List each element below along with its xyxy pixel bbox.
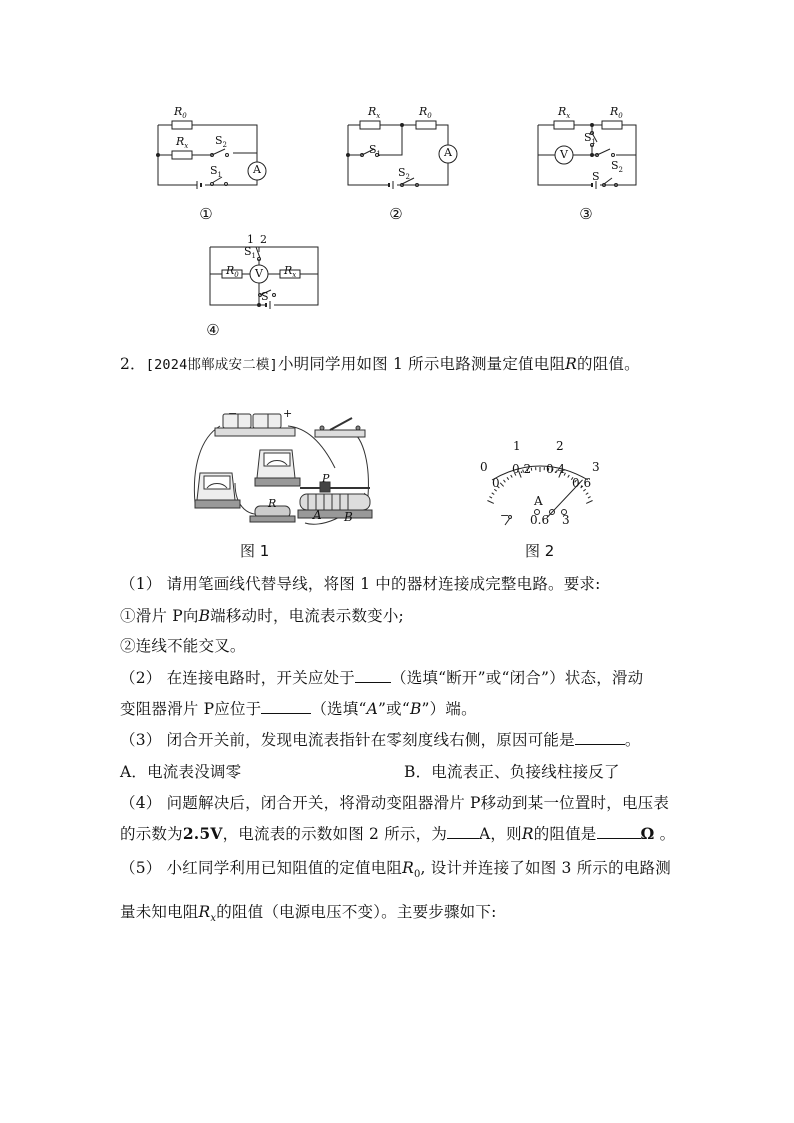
circuit-3-rx-label: $R_x$ [558, 105, 571, 121]
circuit-4-voltmeter-label: V [255, 267, 263, 280]
part-2-line-1: （2） 在连接电路时，开关应处于 （选填“断开”或“闭合”）状态，滑动 [120, 669, 644, 687]
dial-top-tick-3: 3 [592, 460, 600, 474]
part-1-text: （1） 请用笔画线代替导线，将图 1 中的器材连接成完整电路。要求: [120, 575, 601, 593]
circuit-1-ammeter-label: A [253, 163, 261, 176]
dial-bottom-tick-1: 0.2 [512, 462, 532, 476]
circuit-4-s1-label: $S_1$ [244, 245, 257, 261]
circuit-2-s2-label: $S_2$ [398, 166, 411, 182]
dial-bottom-tick-0: 0 [492, 476, 500, 490]
part-5-line-1: （5） 小红同学利用已知阻值的定值电阻$R_0$, 设计并连接了如图 3 所示的电路测 [120, 859, 671, 881]
figure-1-label-b: B [344, 510, 353, 524]
part-1-requirement-1: ①滑片 P向B端移动时，电流表示数变小; [120, 607, 404, 625]
figure-1-label-r: R [268, 497, 277, 510]
figure-1-label-a: A [313, 508, 322, 522]
part-2-line-2: 变阻器滑片 P应位于 （选填“A”或“B”）端。 [120, 700, 477, 718]
dial-tick [588, 497, 591, 498]
dial-tick [568, 475, 570, 478]
dial-tick [586, 493, 588, 495]
part-4-resistance-blank[interactable] [597, 824, 641, 839]
dial-top-tick-2: 2 [556, 439, 564, 453]
circuit-2-r0-label: $R_0$ [419, 105, 432, 121]
circuit-4-r0-label: $R_0$ [226, 264, 239, 280]
part-2-answer-blank-1[interactable] [355, 668, 391, 683]
circuit-4-rx-label: $R_x$ [284, 264, 297, 280]
circuit-3-voltmeter-label: V [560, 148, 568, 161]
dial-terminal-minus: − [500, 509, 510, 522]
dial-tick [503, 480, 505, 482]
part-3-option-b: B．电流表正、负接线柱接反了 [404, 763, 620, 781]
dial-terminal-06: 0.6 [530, 513, 550, 527]
dial-bottom-tick-3: 0.6 [572, 476, 592, 490]
dial-bottom-tick-2: 0.4 [546, 462, 566, 476]
circuit-2-caption: ② [389, 205, 403, 223]
part-4-line-2: 的示数为2.5V，电流表的示数如图 2 所示，为 A，则R的阻值是 Ω 。 [120, 824, 676, 843]
dial-top-tick-1: 1 [513, 439, 521, 453]
circuit-4-caption: ④ [206, 321, 220, 339]
dial-tick [500, 483, 503, 487]
circuit-1-s2-label: $S_2$ [215, 134, 228, 150]
part-2-answer-blank-2[interactable] [261, 699, 311, 714]
figure-1-caption: 图 1 [240, 542, 270, 560]
circuit-3-s1-label: $S_1$ [584, 131, 597, 147]
circuit-3-caption: ③ [579, 205, 593, 223]
figure-2-caption: 图 2 [525, 542, 555, 560]
part-5-line-2: 量未知电阻$R_x$的阻值（电源电压不变）。主要步骤如下: [120, 903, 497, 925]
dial-unit-label: A [534, 494, 543, 508]
question-number: 2． [120, 355, 146, 373]
dial-terminal-3: 3 [562, 513, 570, 527]
circuit-1-caption: ① [199, 205, 213, 223]
circuit-2-s1-label: $S_1$ [369, 143, 382, 159]
part-3-line: （3） 闭合开关前，发现电流表指针在零刻度线右侧，原因可能是 。 [120, 731, 641, 749]
figure-1-battery-minus: − [228, 407, 238, 420]
figure-1-battery-plus: + [283, 407, 293, 420]
dial-top-tick-0: 0 [480, 460, 488, 474]
circuit-4-pos1-label: 1 [247, 233, 254, 246]
circuit-4-pos2-label: 2 [260, 233, 267, 246]
part-3-option-a: A．电流表没调零 [120, 763, 242, 781]
question-stem: 2．[2024邯郸成安二模]小明同学用如图 1 所示电路测量定值电阻R的阻值。 [120, 355, 640, 373]
circuit-3-r0-label: $R_0$ [610, 105, 623, 121]
circuit-1-r0-label: $R_0$ [174, 105, 187, 121]
circuit-4-s-label: S [261, 290, 269, 303]
circuit-2-ammeter-label: A [444, 146, 452, 159]
circuit-1-rx-label: $R_x$ [176, 135, 189, 151]
dial-tick [492, 493, 494, 495]
circuit-1-s1-label: $S_1$ [210, 164, 223, 180]
dial-tick [489, 497, 492, 498]
figure-1-label-p: P [322, 472, 330, 485]
figure-1-apparatus [190, 408, 385, 536]
dial-tick [507, 477, 509, 479]
circuit-3-s-label: S [592, 170, 600, 183]
part-4-line-1: （4） 问题解决后，闭合开关，将滑动变阻器滑片 P移动到某一位置时，电压表 [120, 794, 670, 812]
part-4-current-blank[interactable] [447, 824, 479, 839]
dial-tick [586, 500, 592, 503]
circuit-3-s2-label: $S_2$ [611, 159, 624, 175]
question-source: [2024邯郸成安二模] [145, 357, 278, 373]
part-1-requirement-2: ②连线不能交叉。 [120, 637, 246, 655]
dial-tick [487, 500, 493, 503]
circuit-3-diagram [530, 100, 645, 195]
circuit-2-rx-label: $R_x$ [368, 105, 381, 121]
part-3-answer-blank[interactable] [575, 730, 625, 745]
